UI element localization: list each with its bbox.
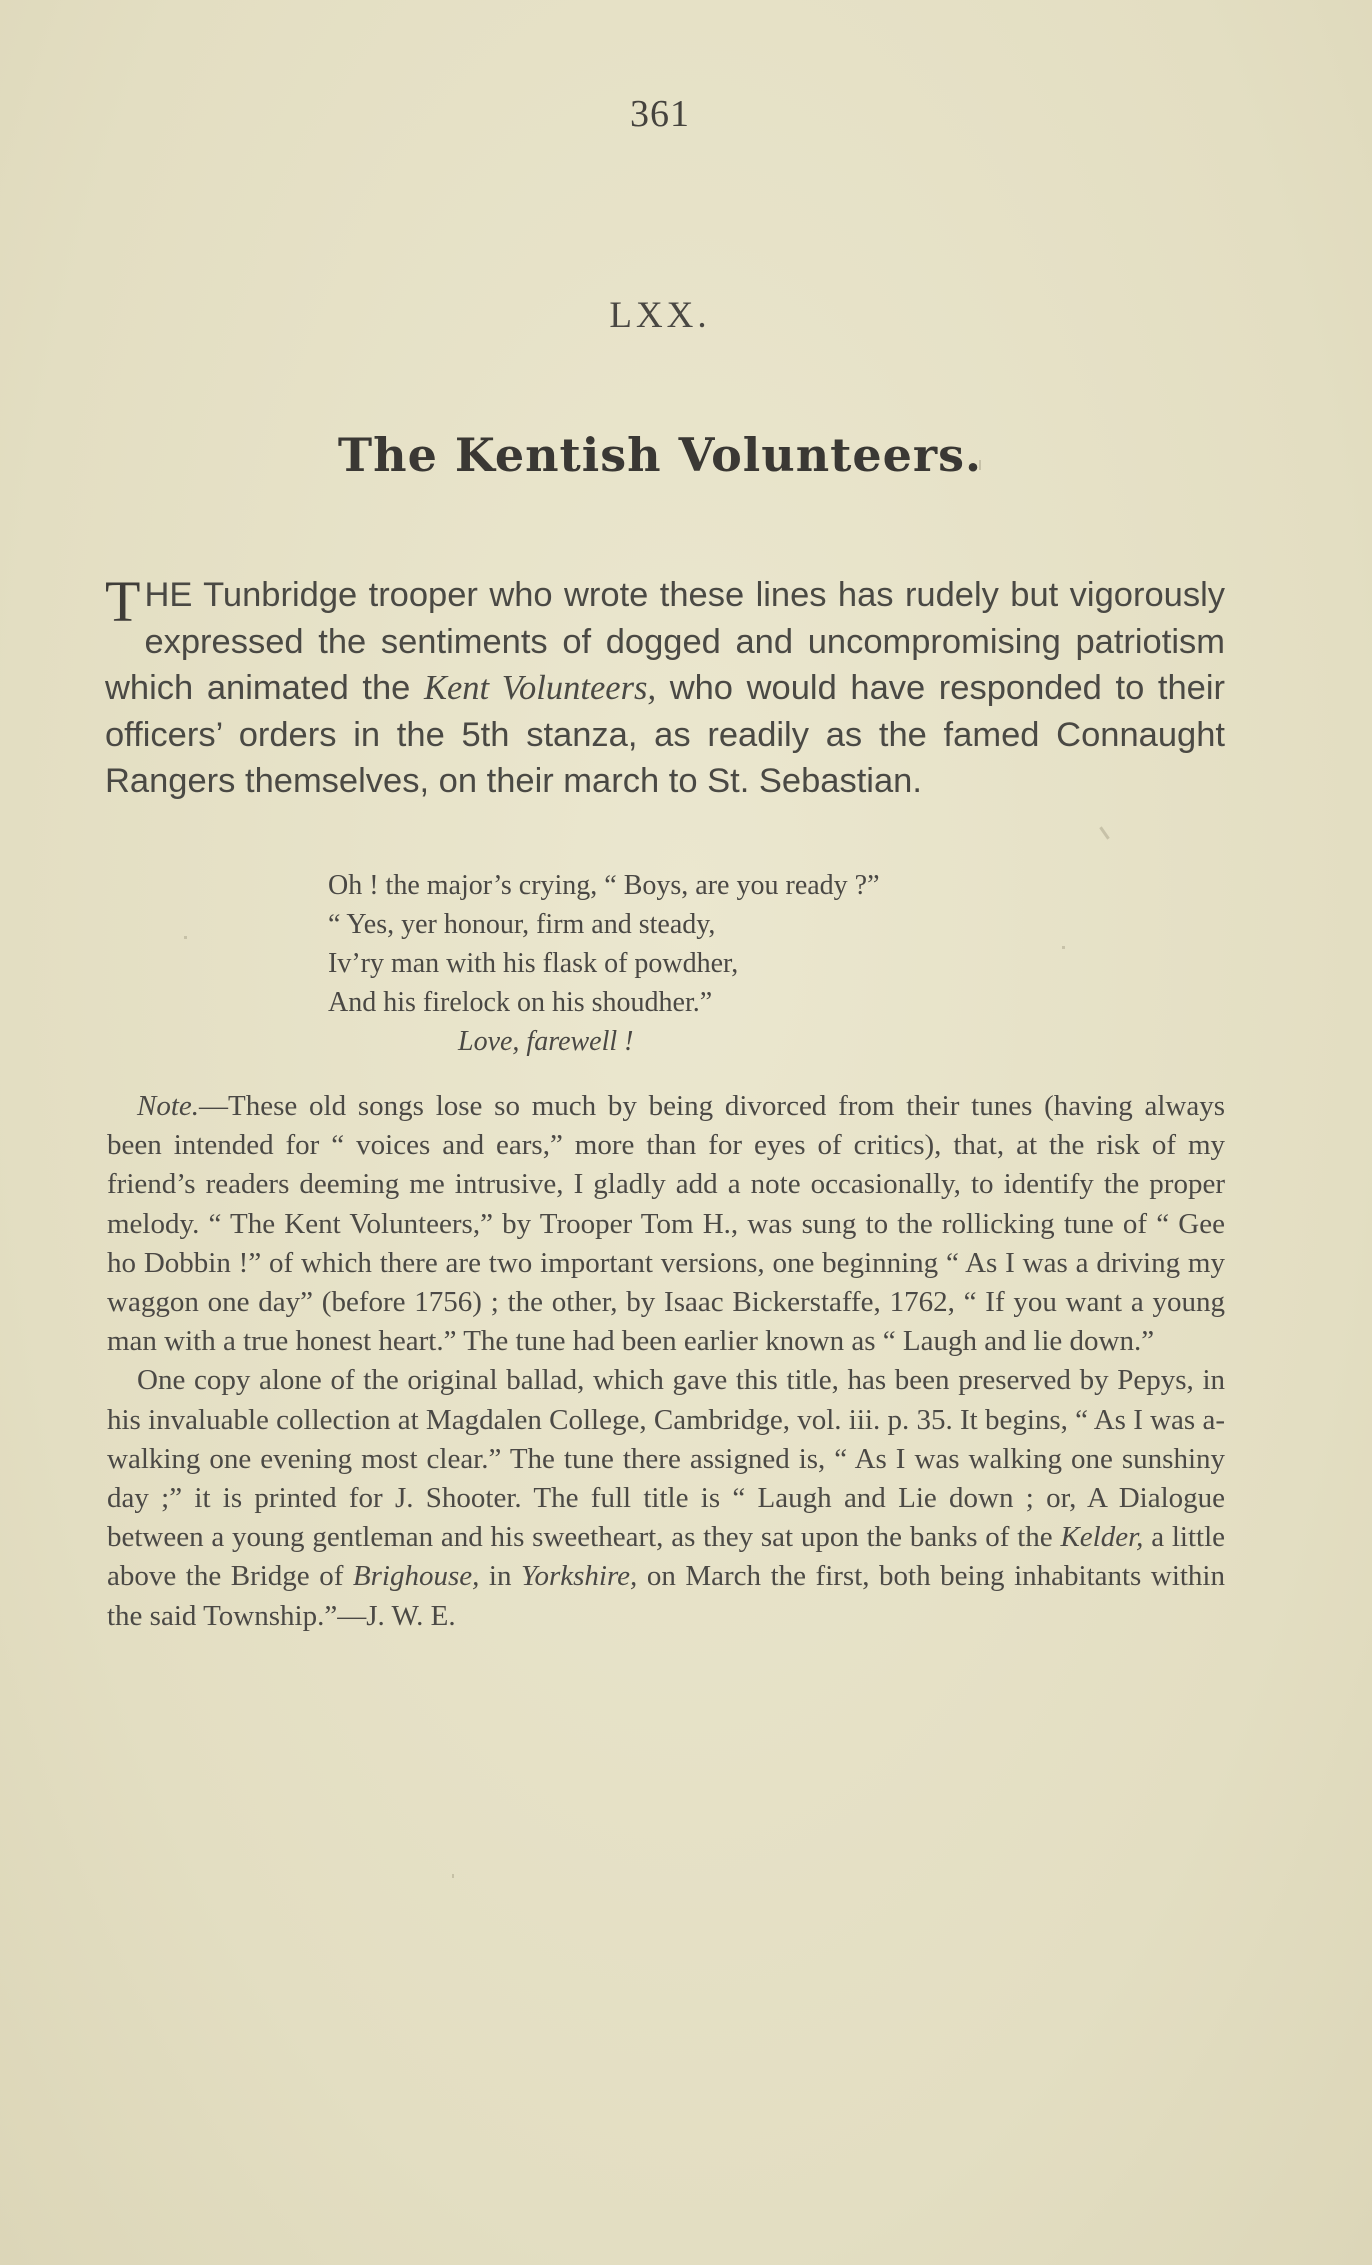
note-paragraph-1 <box>107 1087 1225 1361</box>
paper-speck <box>1099 826 1109 839</box>
note-italic-brighouse: Brighouse, <box>352 1560 480 1593</box>
page-number: 361 <box>630 93 690 135</box>
note-text: in <box>479 1560 521 1593</box>
paper-speck <box>979 460 981 470</box>
editor-note <box>107 1087 1225 1636</box>
verse-line: Oh ! the major’s crying, “ Boys, are you ready ?” <box>328 870 880 901</box>
intro-paragraph <box>105 569 1225 805</box>
verse-line: And his firelock on his shoudher.” <box>328 987 713 1018</box>
note-text: on March the first, both being inhabitants within the said Township.”—J. W. E. <box>107 1560 1225 1632</box>
paper-speck <box>1062 946 1065 949</box>
note-label: Note. <box>137 1090 200 1122</box>
verse-line: Iv’ry man with his flask of powdher, <box>328 948 739 979</box>
intro-text-a: HE Tunbridge trooper who wrote these lines has rudely but vigorously expressed the sentiments of dogged and uncompromising patriotism which animated the <box>105 576 1225 707</box>
note-italic-yorkshire: Yorkshire, <box>520 1560 638 1593</box>
note-text: —These old songs lose so much by being divorced from their tunes (having always been intended for “ voices and ears,” more than for eyes of critics), that, at the risk of my friend’s readers deeming me intrusive, I gladly add a note occasionally, to identify the proper melody. “ The Kent Volunteers,” by Trooper Tom H., was sung to the rollicking tune of “ Gee ho Dobbin !” of which there are two important versions, one beginning “ As I was a driving my waggon one day” (before 1756) ; the other, by Isaac Bickerstaffe, 1762, “ If you want a young man with a true honest heart.” The tune had been earlier known as “ Laugh and lie down.” <box>107 1090 1225 1358</box>
note-text: a little above the Bridge of <box>107 1521 1225 1593</box>
paper-speck <box>452 1874 454 1878</box>
paper-speck <box>184 936 187 939</box>
verse-line: “ Yes, yer honour, firm and steady, <box>328 909 716 940</box>
intro-italic-kent: Kent Volunteers, <box>423 669 657 707</box>
chapter-number: LXX. <box>609 295 711 336</box>
note-italic-kelder: Kelder, <box>1060 1521 1144 1554</box>
drop-cap: T <box>105 569 141 634</box>
page-title: The Kentish Volunteers. <box>337 428 983 482</box>
verse-stanza <box>328 866 880 1061</box>
note-text: One copy alone of the original ballad, which gave this title, has been preserved by Pepys, in his invaluable collection at Magdalen College, Cambridge, vol. iii. p. 35. It begins, “ As I was a-walking one evening most clear.” The tune there assigned is, “ As I was walking one sunshiny day ;” it is printed for J. Shooter. The full title is “ Laugh and Lie down ; or, A Dialogue between a young gentleman and his sweetheart, as they sat upon the banks of the <box>107 1364 1225 1554</box>
verse-refrain: Love, farewell ! <box>458 1026 634 1057</box>
note-paragraph-2 <box>107 1361 1225 1635</box>
intro-text-b: who would have responded to their officers’ orders in the 5th stanza, as readily as the famed Connaught Rangers themselves, on their march to St. Sebastian. <box>105 669 1225 800</box>
